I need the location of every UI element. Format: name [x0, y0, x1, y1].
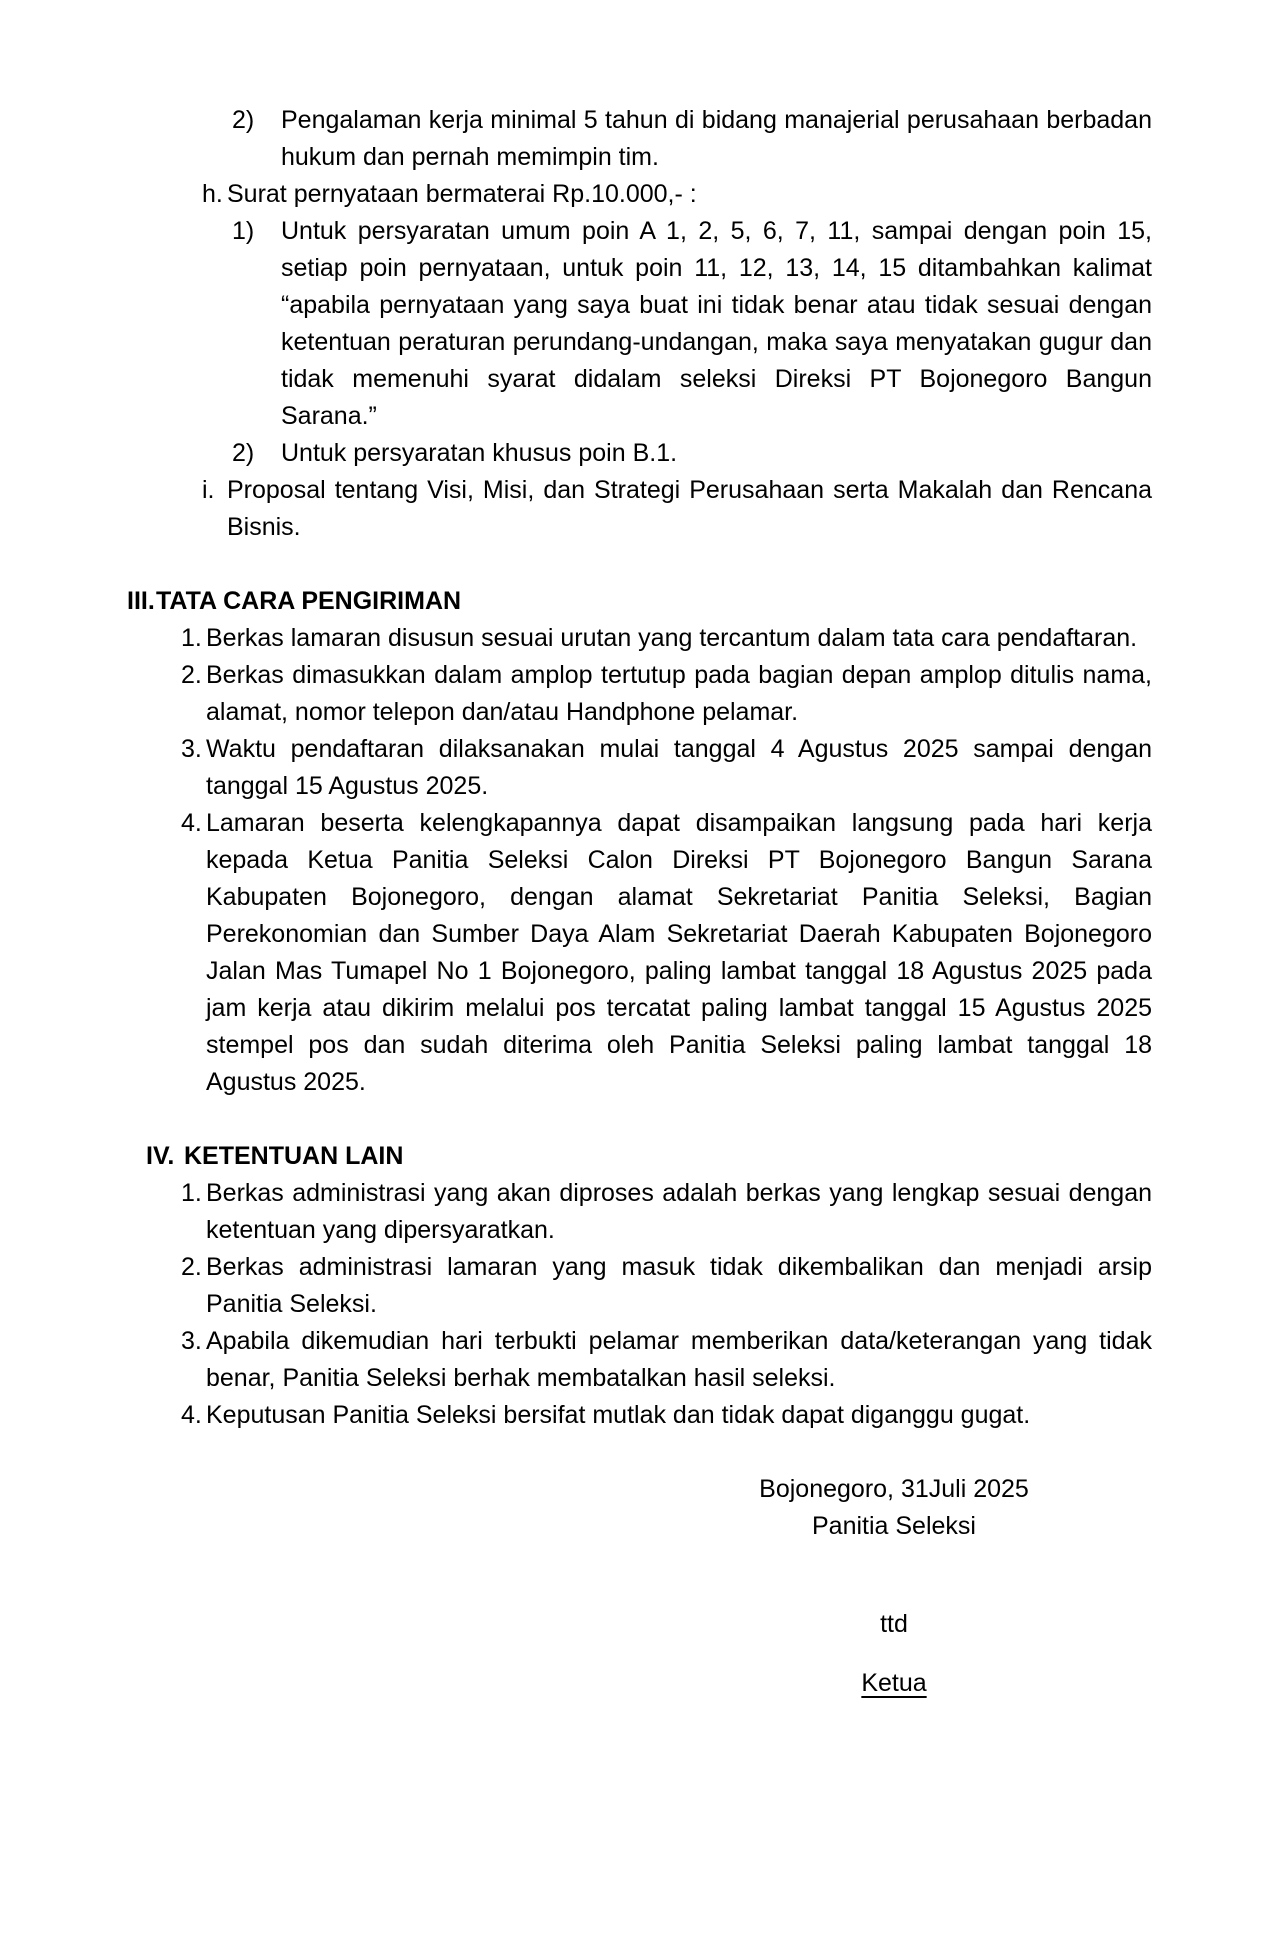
- list-item-text: Berkas lamaran disusun sesuai urutan yang tercantum dalam tata cara pendaftaran.: [206, 624, 1138, 652]
- list-item: [0, 176, 1152, 213]
- list-marker: 3.: [181, 1327, 202, 1355]
- list-item: [0, 620, 1152, 657]
- list-marker: 2): [232, 106, 255, 134]
- list-item: [0, 731, 1152, 805]
- list-item-text: Pengalaman kerja minimal 5 tahun di bidang manajerial perusahaan berbadan hukum dan pernah memimpin tim.: [281, 106, 1152, 171]
- list-item-text: Berkas dimasukkan dalam amplop tertutup pada bagian depan amplop ditulis nama, alamat, nomor telepon dan/atau Handphone pelamar.: [206, 661, 1152, 726]
- list-item: [0, 472, 1152, 546]
- list-marker: 2.: [181, 1253, 202, 1281]
- list-item-text: Keputusan Panitia Seleksi bersifat mutlak dan tidak dapat diganggu gugat.: [206, 1401, 1031, 1429]
- list-item-text: Berkas administrasi lamaran yang masuk tidak dikembalikan dan menjadi arsip Panitia Seleksi.: [206, 1253, 1152, 1318]
- list-marker: 4.: [181, 1401, 202, 1429]
- section-number: IV.: [146, 1142, 175, 1170]
- list-item-text: Surat pernyataan bermaterai Rp.10.000,- :: [227, 180, 697, 208]
- list-marker: 1.: [181, 1179, 202, 1207]
- requirements-list-continuation: [0, 102, 1152, 546]
- signature-committee: Panitia Seleksi: [812, 1512, 976, 1540]
- list-item: [0, 102, 1152, 176]
- list-marker: h.: [202, 180, 223, 208]
- list-marker: i.: [202, 476, 215, 504]
- list-item: [0, 1249, 1152, 1323]
- list-item-text: Berkas administrasi yang akan diproses adalah berkas yang lengkap sesuai dengan ketentuan yang dipersyaratkan.: [206, 1179, 1152, 1244]
- list-marker: 2.: [181, 661, 202, 689]
- list-item: [0, 805, 1152, 1101]
- list-marker: 2): [232, 439, 255, 467]
- section-iv-heading: [0, 1138, 1152, 1175]
- list-item: [0, 1175, 1152, 1249]
- list-marker: 3.: [181, 735, 202, 763]
- list-marker: 4.: [181, 809, 202, 837]
- section-number: III.: [127, 587, 155, 615]
- signature-ttd: ttd: [880, 1610, 908, 1638]
- shipping-procedure-list: [0, 620, 1152, 1101]
- list-marker: 1): [232, 217, 255, 245]
- list-marker: 1.: [181, 624, 202, 652]
- list-item-text: Untuk persyaratan umum poin A 1, 2, 5, 6, 7, 11, sampai dengan poin 15, setiap poin pernyataan, untuk poin 11, 12, 13, 14, 15 ditambahkan kalimat “apabila pernyataan yang saya buat ini tidak benar atau tidak sesuai dengan ketentuan peraturan perundang-undangan, maka saya menyatakan gugur dan tidak memenuhi syarat didalam seleksi Direksi PT Bojonegoro Bangun Sarana.”: [281, 217, 1152, 430]
- signature-role-text: Ketua: [861, 1669, 927, 1697]
- section-iii-heading: [0, 583, 1152, 620]
- signature-place-date: Bojonegoro, 31Juli 2025: [759, 1475, 1029, 1503]
- list-item-text: Lamaran beserta kelengkapannya dapat disampaikan langsung pada hari kerja kepada Ketua Panitia Seleksi Calon Direksi PT Bojonegoro Bangun Sarana Kabupaten Bojonegoro, dengan alamat Sekretariat Panitia Seleksi, Bagian Perekonomian dan Sumber Daya Alam Sekretariat Daerah Kabupaten Bojonegoro Jalan Mas Tumapel No 1 Bojonegoro, paling lambat tanggal 18 Agustus 2025 pada jam kerja atau dikirim melalui pos tercatat paling lambat tanggal 15 Agustus 2025 stempel pos dan sudah diterima oleh Panitia Seleksi paling lambat tanggal 18 Agustus 2025.: [206, 809, 1152, 1096]
- list-item: [0, 435, 1152, 472]
- list-item-text: Waktu pendaftaran dilaksanakan mulai tanggal 4 Agustus 2025 sampai dengan tanggal 15 Agustus 2025.: [206, 735, 1152, 800]
- signature-role: [759, 1665, 1029, 1702]
- signature-block: [759, 1471, 1029, 1702]
- list-item: [0, 213, 1152, 435]
- other-provisions-list: [0, 1175, 1152, 1434]
- section-title: KETENTUAN LAIN: [184, 1142, 404, 1170]
- list-item-text: Apabila dikemudian hari terbukti pelamar memberikan data/keterangan yang tidak benar, Panitia Seleksi berhak membatalkan hasil seleksi.: [206, 1327, 1152, 1392]
- list-item: [0, 1323, 1152, 1397]
- section-title: TATA CARA PENGIRIMAN: [156, 587, 462, 615]
- list-item-text: Proposal tentang Visi, Misi, dan Strategi Perusahaan serta Makalah dan Rencana Bisnis.: [227, 476, 1152, 541]
- list-item: [0, 657, 1152, 731]
- list-item-text: Untuk persyaratan khusus poin B.1.: [281, 439, 678, 467]
- list-item: [0, 1397, 1152, 1434]
